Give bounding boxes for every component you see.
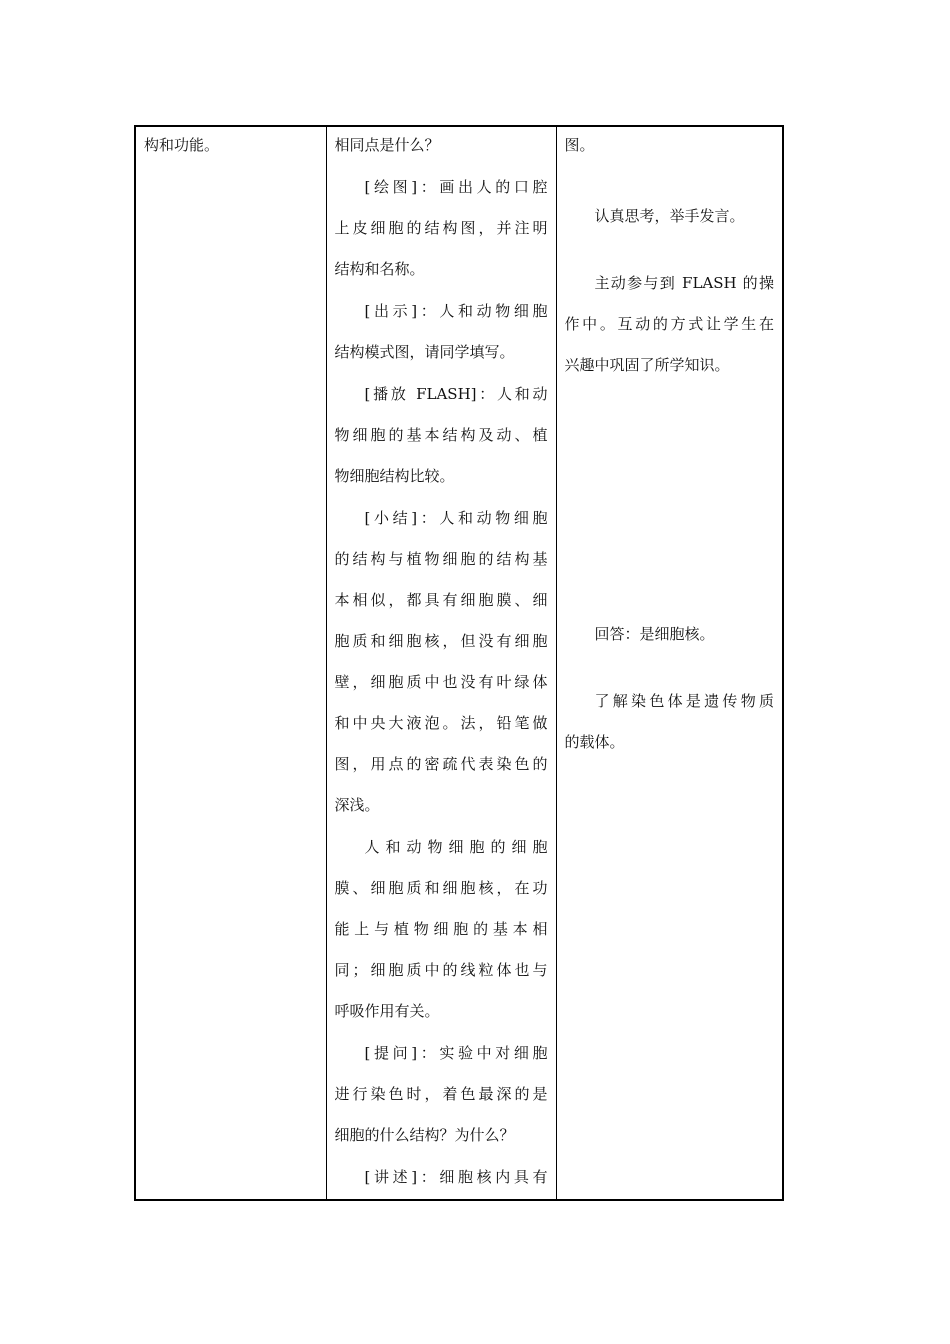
text-line: 结构和名称。	[334, 260, 425, 278]
text-line: 本相似，都具有细胞膜、细	[334, 591, 548, 609]
paragraph	[335, 125, 548, 166]
text-line: 的载体。	[564, 733, 625, 751]
text-line: 能上与植物细胞的基本相	[334, 920, 548, 938]
column-objectives	[135, 126, 326, 1200]
text-line: [播放 FLASH]：人和动	[364, 385, 548, 403]
text-line: [出示]：人和动物细胞	[364, 302, 548, 320]
text-line: 相同点是什么？	[334, 136, 440, 154]
text-line: 图，用点的密疏代表染色的	[334, 755, 548, 773]
text-line: 了解染色体是遗传物质	[594, 692, 774, 710]
text-line: 结构模式图，请同学填写。	[334, 343, 515, 361]
text-line: 胞质和细胞核，但没有细胞	[334, 632, 548, 650]
text-line: 和中央大液泡。法，铅笔做	[334, 714, 548, 732]
text-line: 呼吸作用有关。	[334, 1002, 440, 1020]
column-teacher-activity	[326, 126, 556, 1200]
paragraph	[565, 614, 775, 655]
text-line: 构和功能。	[144, 136, 220, 154]
lesson-table	[134, 125, 784, 1201]
text-line: 的结构与植物细胞的结构基	[334, 550, 548, 568]
paragraph	[335, 1157, 548, 1198]
paragraph	[335, 374, 548, 497]
paragraph	[565, 125, 775, 166]
paragraph	[335, 291, 548, 373]
paragraph	[335, 1033, 548, 1156]
column-student-activity	[556, 126, 783, 1200]
text-line: 同；细胞质中的线粒体也与	[334, 961, 548, 979]
paragraph	[335, 498, 548, 826]
text-line: 膜、细胞质和细胞核，在功	[334, 879, 548, 897]
text-line: 深浅。	[334, 796, 380, 814]
text-line: 细胞的什么结构？为什么？	[334, 1126, 515, 1144]
paragraph	[335, 167, 548, 290]
text-line: 壁，细胞质中也没有叶绿体	[334, 673, 548, 691]
text-line: [小结]：人和动物细胞	[364, 509, 548, 527]
text-line: 主动参与到 FLASH 的操	[594, 274, 774, 292]
paragraph	[565, 196, 775, 237]
text-line: 物细胞的基本结构及动、植	[334, 426, 548, 444]
text-line: 物细胞结构比较。	[334, 467, 455, 485]
text-line: 进行染色时，着色最深的是	[334, 1085, 548, 1103]
text-line: [提问]：实验中对细胞	[364, 1044, 548, 1062]
text-line: 认真思考，举手发言。	[594, 207, 745, 225]
text-line: 图。	[564, 136, 595, 154]
text-line: 作中。互动的方式让学生在	[564, 315, 774, 333]
paragraph	[565, 681, 775, 763]
text-line: [讲述]：细胞核内具有	[364, 1168, 548, 1186]
text-line: [绘图]：画出人的口腔	[364, 178, 548, 196]
paragraph	[335, 827, 548, 1032]
text-line: 回答：是细胞核。	[594, 625, 715, 643]
text-line: 上皮细胞的结构图，并注明	[334, 219, 548, 237]
table-row	[135, 126, 783, 1200]
paragraph	[565, 263, 775, 386]
text-line: 兴趣中巩固了所学知识。	[564, 356, 730, 374]
text-line: 人和动物细胞的细胞	[364, 838, 548, 856]
